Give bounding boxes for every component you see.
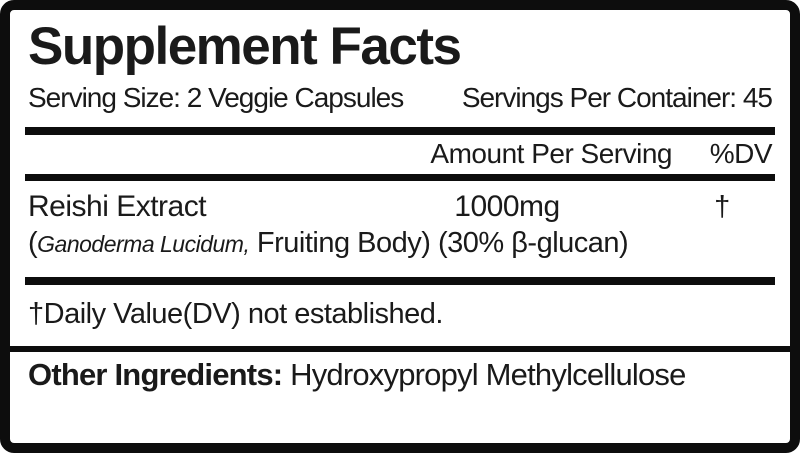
column-header-dv: %DV — [709, 138, 772, 170]
ingredient-detail-latin-name: Ganoderma Lucidum, — [37, 231, 250, 258]
other-ingredients-value: Hydroxypropyl Methylcellulose — [282, 357, 686, 393]
page-title: Supplement Facts — [28, 17, 461, 76]
serving-info-row — [28, 82, 772, 114]
daily-value-footnote: †Daily Value(DV) not established. — [28, 298, 443, 331]
other-ingredients-label: Other Ingredients: — [28, 357, 283, 393]
ingredient-dv-dagger: † — [714, 191, 730, 224]
servings-per-container: Servings Per Container: 45 — [461, 82, 772, 114]
thick-rule-middle — [25, 174, 775, 181]
thick-rule-bottom — [25, 277, 775, 285]
ingredient-name: Reishi Extract — [28, 190, 207, 224]
ingredient-amount: 1000mg — [454, 190, 560, 224]
serving-size: Serving Size: 2 Veggie Capsules — [28, 82, 404, 114]
ingredient-detail-rest: Fruiting Body) (30% β-glucan) — [249, 227, 629, 260]
thick-rule-top — [25, 127, 775, 135]
ingredient-row — [28, 190, 772, 224]
other-ingredients-section — [10, 352, 790, 401]
column-header-amount: Amount Per Serving — [430, 138, 672, 170]
column-header-row — [28, 135, 772, 174]
footnote-section — [10, 285, 790, 352]
ingredient-detail-paren: ( — [28, 227, 38, 260]
ingredient-detail — [28, 227, 772, 260]
